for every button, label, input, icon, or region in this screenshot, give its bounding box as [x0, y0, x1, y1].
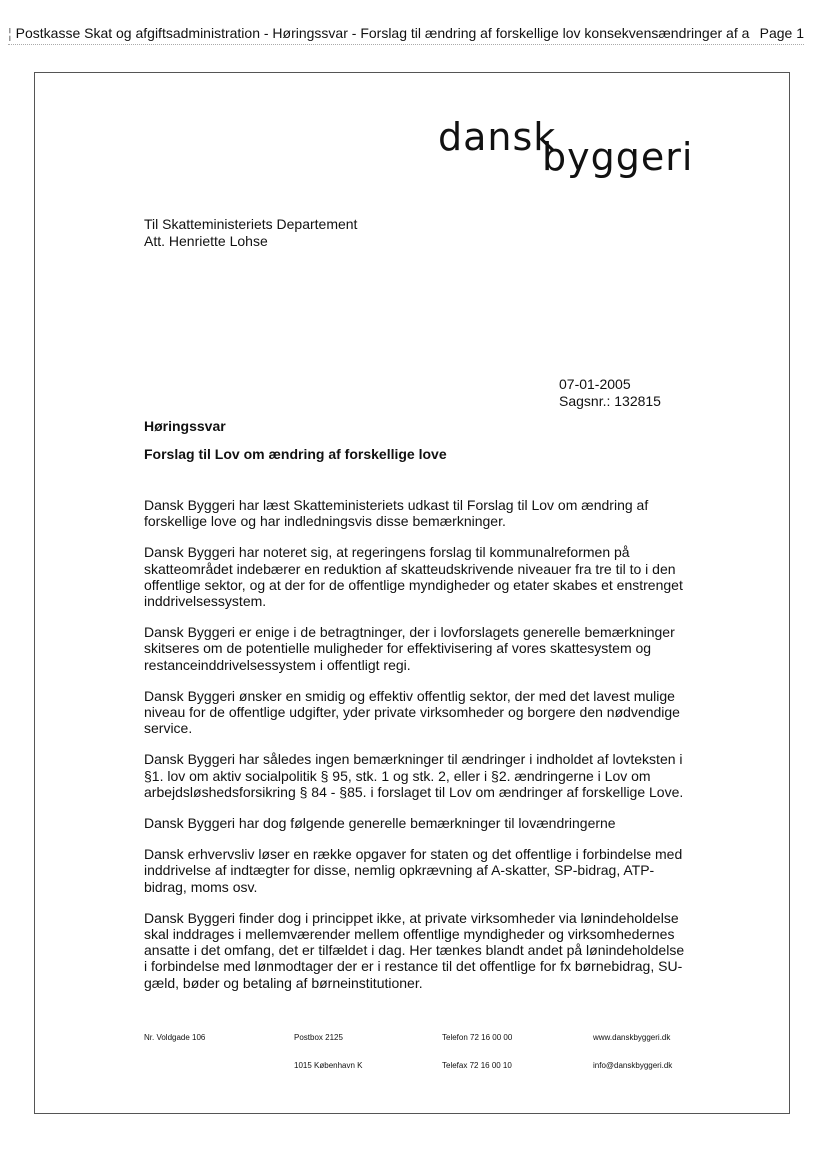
company-logo — [438, 115, 694, 179]
fax-header — [8, 25, 818, 41]
body-paragraph: Dansk Byggeri har således ingen bemærkninger til ændringer i indholdet af lovteksten i §1. lov om aktiv socialpolitik § 95, stk. 1 og stk. 2, eller i §2. ændringerne i Lov om arbejdsløshedsforsikring § 84 - §85. i forslaget til Lov om ændringer af forskellige Love. — [144, 751, 684, 800]
body-paragraph: Dansk Byggeri har dog følgende generelle bemærkninger til lovændringerne — [144, 815, 616, 832]
footer-postbox: Postbox 2125 — [294, 1033, 343, 1042]
letter-subject: Forslag til Lov om ændring af forskellige love — [144, 446, 447, 462]
logo-word-dansk: dansk — [438, 115, 557, 159]
logo-word-byggeri: byggeri — [542, 135, 694, 179]
body-paragraph: Dansk Byggeri ønsker en smidig og effektiv offentlig sektor, der med det lavest mulige niveau for de offentlige udgifter, yder private virksomheder og borgere den nødvendige service. — [144, 687, 680, 737]
letter-heading: Høringssvar — [144, 418, 226, 434]
body-paragraph: Dansk Byggeri har læst Skatteministeriets udkast til Forslag til Lov om ændring af forskellige love og har indledningsvis disse bemærkninger. — [144, 497, 649, 530]
letter-date: 07-01-2005 — [559, 376, 631, 392]
footer-website-link[interactable]: www.danskbyggeri.dk — [593, 1033, 671, 1042]
letter-meta — [559, 376, 661, 410]
header-separator: ¦ — [8, 25, 12, 41]
footer-postal: 1015 København K — [294, 1061, 363, 1070]
footer-address: Nr. Voldgade 106 — [144, 1033, 206, 1042]
body-paragraph: Dansk Byggeri finder dog i princippet ikke, at private virksomheder via lønindeholdelse skal inddrages i mellemværender mellem offentlige myndigheder og virksomhedernes ansatte i det omfang, det er tilfældet i dag. Her tænkes blandt andet på lønindeholdelse i forbindelse med lønmodtager der er i restance til det offentlige for fx børnebidrag, SU-gæld, bøder og betaling af børneinstitutioner. — [144, 909, 685, 991]
recipient-block — [144, 216, 357, 250]
page-number: Page 1 — [759, 25, 804, 41]
body-paragraph: Dansk Byggeri er enige i de betragtninger, der i lovforslagets generelle bemærkninger skitseres om de potentielle muligheder for effektivisering af vores skattesystem og restanceinddrivelsessystem i offentligt regi. — [144, 624, 675, 673]
letter-body — [144, 497, 689, 1006]
body-paragraph: Dansk Byggeri har noteret sig, at regeringens forslag til kommunalreformen på skatteområdet indebærer en reduktion af skatteudskrivende niveauer fra tre til to i den offentlige sektor, og at der for de offentlige myndigheder og etater skabes et enstrenget inddrivelsessystem. — [144, 544, 683, 610]
fax-header-text: Postkasse Skat og afgiftsadministration - Høringssvar - Forslag til ændring af forskellige lov konsekvensændringer af a — [15, 25, 750, 41]
recipient-attention: Att. Henriette Lohse — [144, 233, 268, 249]
header-divider — [8, 44, 804, 45]
recipient-line: Til Skatteministeriets Departement — [144, 216, 358, 232]
body-paragraph: Dansk erhvervsliv løser en række opgaver for staten og det offentlige i forbindelse med inddrivelse af indtægter for disse, nemlig opkrævning af A-skatter, SP-bidrag, ATP-bidrag, moms osv. — [144, 846, 683, 895]
footer-phone: Telefon 72 16 00 00 — [442, 1033, 513, 1042]
footer-fax: Telefax 72 16 00 10 — [442, 1061, 512, 1070]
case-number: Sagsnr.: 132815 — [559, 393, 661, 409]
footer-email-link[interactable]: info@danskbyggeri.dk — [593, 1061, 673, 1070]
